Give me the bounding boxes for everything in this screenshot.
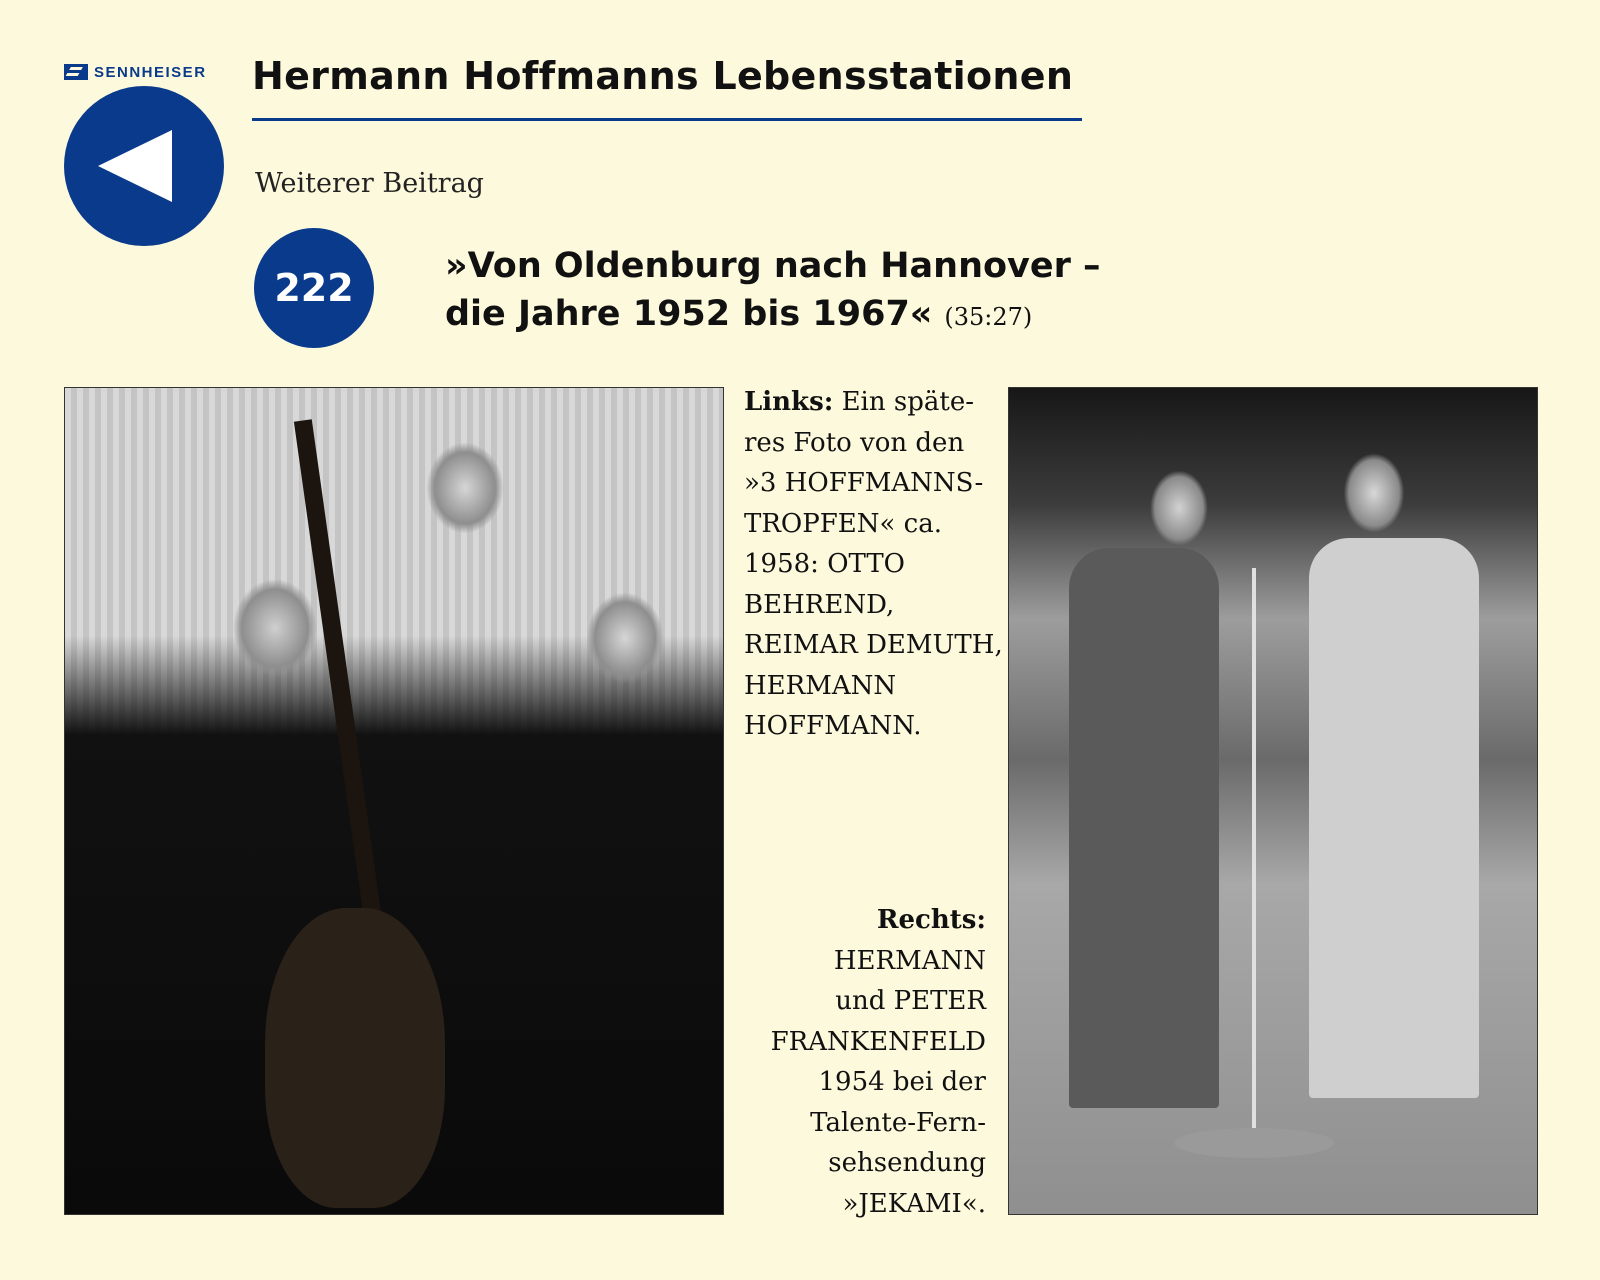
photo-three-musicians [64, 387, 724, 1215]
caption-right-line: und PETER [835, 986, 986, 1016]
photo-bass-body [265, 908, 445, 1208]
caption-left-line: REIMAR DEMUTH, [744, 630, 1003, 660]
caption-left-line: res Foto von den [744, 427, 965, 458]
caption-right-label: Rechts: [876, 905, 986, 935]
brand-name: SENNHEISER [94, 63, 207, 81]
page-title: Hermann Hoffmanns Lebensstationen [252, 54, 1074, 98]
episode-title-link[interactable] [445, 242, 1101, 341]
caption-right-line: HERMANN [833, 945, 986, 976]
caption-left [744, 382, 1009, 747]
caption-left-line: TROPFEN« ca. [744, 508, 942, 539]
triangle-left-icon [98, 130, 172, 202]
caption-left-line: HOFFMANN. [744, 711, 922, 741]
episode-title-line2: die Jahre 1952 bis 1967« [445, 294, 933, 334]
caption-right-line: 1954 bei der [818, 1067, 986, 1097]
section-subtitle: Weiterer Beitrag [255, 168, 484, 199]
title-underline [252, 118, 1082, 121]
episode-number-badge[interactable]: 222 [254, 228, 374, 348]
caption-left-line: 1958: OTTO [744, 549, 905, 579]
caption-left-line: BEHREND, [744, 589, 895, 620]
caption-right-line: Talente-Fern- [810, 1107, 986, 1138]
photo-bass-neck [294, 419, 384, 936]
photo-figure-right [1309, 538, 1479, 1098]
photo-figure-left [1069, 548, 1219, 1108]
sennheiser-brand [64, 62, 207, 82]
caption-right [760, 900, 986, 1224]
episode-title-line1: »Von Oldenburg nach Hannover – [445, 246, 1101, 286]
caption-left-label: Links: [744, 387, 834, 417]
photo-microphone-base [1174, 1128, 1334, 1158]
caption-left-line: Ein späte- [841, 387, 974, 417]
caption-left-line: HERMANN [744, 670, 897, 701]
caption-right-line: »JEKAMI«. [842, 1188, 986, 1219]
caption-right-line: FRANKENFELD [770, 1026, 986, 1057]
back-button[interactable] [64, 86, 224, 246]
episode-duration: (35:27) [944, 303, 1033, 331]
caption-left-line: »3 HOFFMANNS- [744, 468, 984, 498]
photo-hoffmann-frankenfeld [1008, 387, 1538, 1215]
caption-right-line: sehsendung [828, 1148, 986, 1178]
sennheiser-logo-icon [64, 64, 88, 80]
photo-microphone-stand [1252, 568, 1256, 1138]
